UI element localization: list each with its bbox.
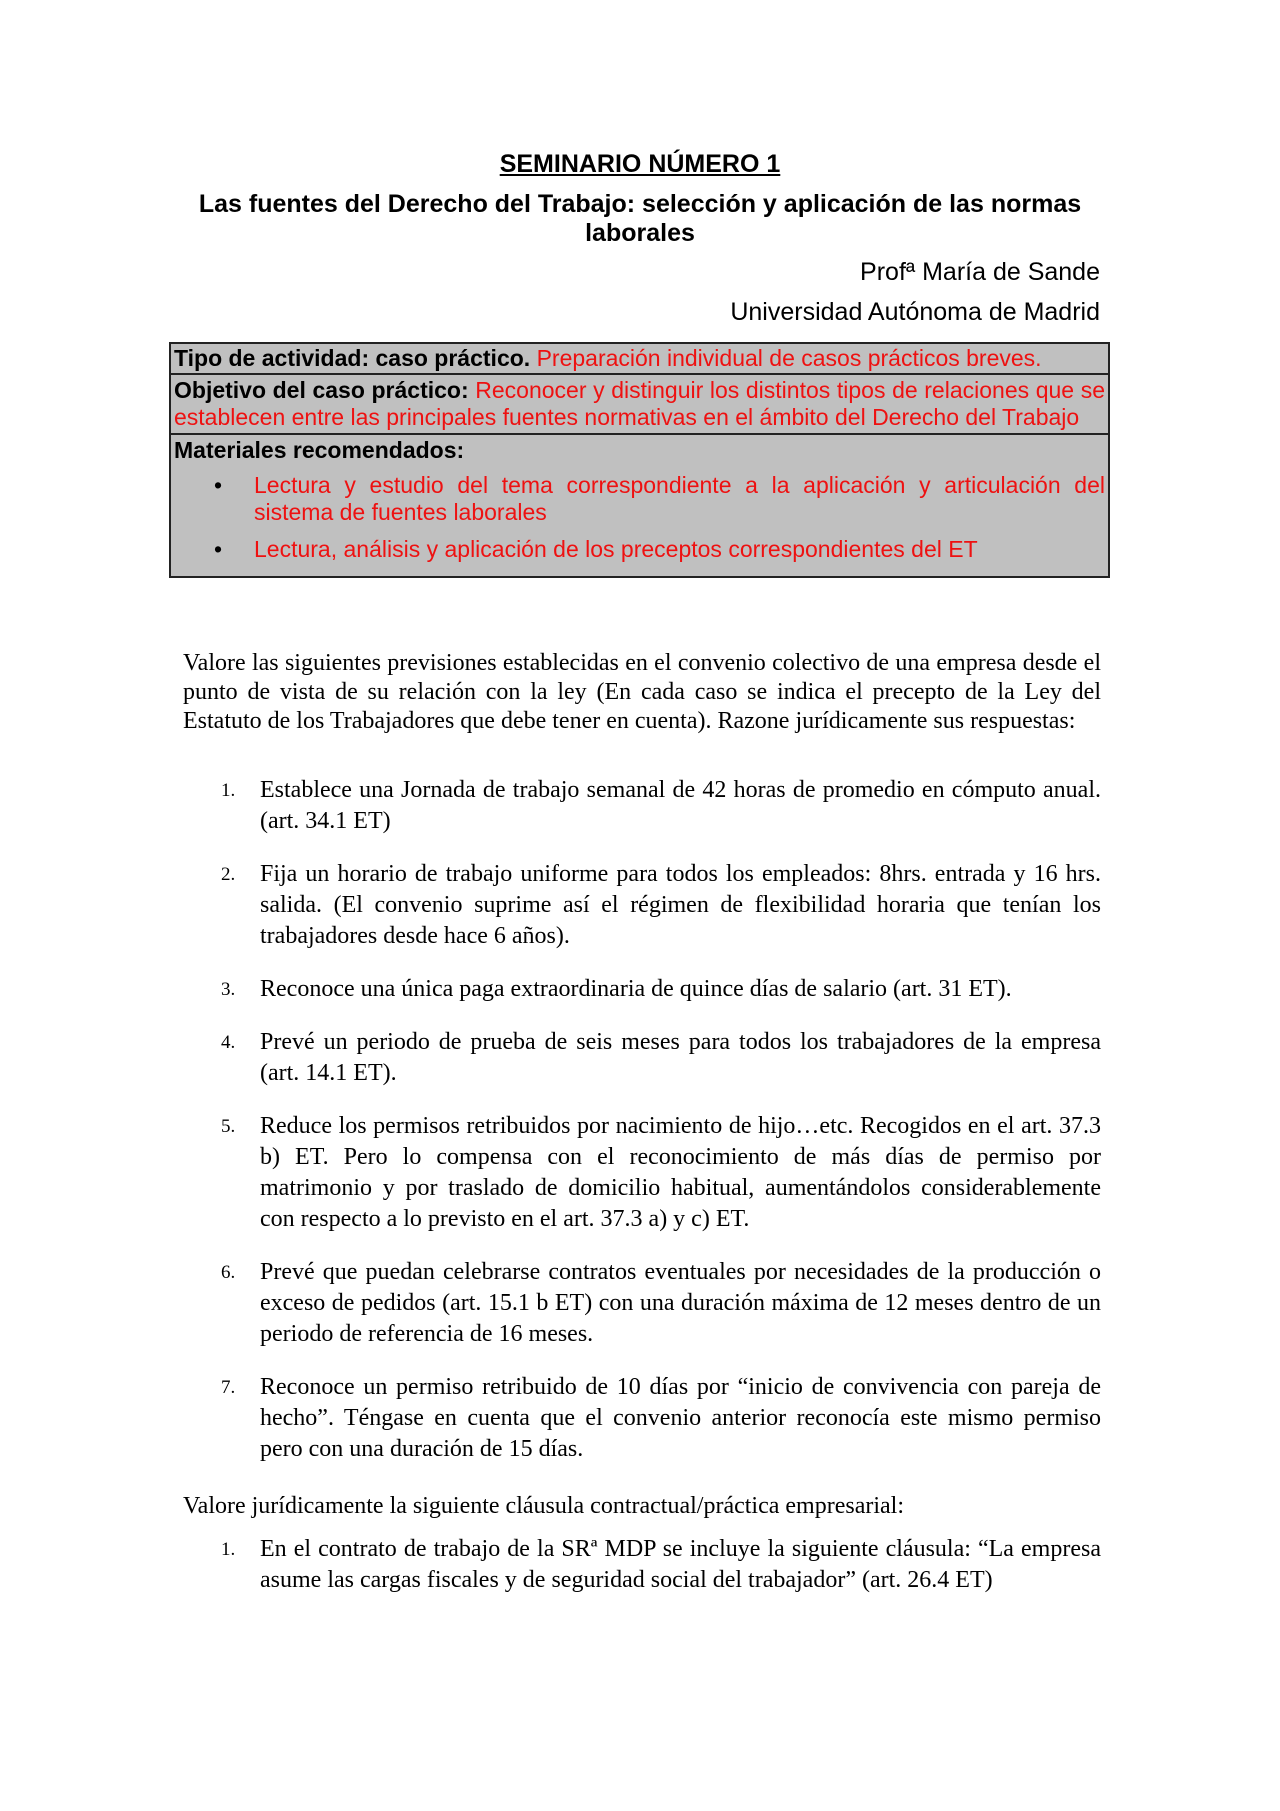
- list-item: [183, 974, 1101, 1005]
- item-number: 1.: [221, 1539, 236, 1560]
- item-text: Reduce los permisos retribuidos por nacimiento de hijo…etc. Recogidos en el art. 37.3 b) ET. Pero lo compensa con el reconocimiento de más días de permiso por matrimonio y por traslado de domicilio habitual, aumentándolos considerablemente con respecto a lo previsto en el art. 37.3 a) y c) ET.: [260, 1113, 1101, 1232]
- activity-type-label: Tipo de actividad: caso práctico.: [174, 345, 531, 371]
- list-item: [183, 1534, 1101, 1596]
- bullet-icon: •: [214, 536, 223, 562]
- section2-intro: Valore jurídicamente la siguiente cláusula contractual/práctica empresarial:: [183, 1493, 904, 1519]
- item-number: 1.: [221, 780, 236, 801]
- list-item: [183, 1257, 1101, 1350]
- item-number: 3.: [221, 979, 236, 1000]
- section1-list: [183, 775, 1101, 1487]
- objective-row: [171, 375, 1108, 435]
- list-item: [183, 1111, 1101, 1235]
- item-number: 7.: [221, 1377, 236, 1398]
- item-text: Reconoce un permiso retribuido de 10 días por “inicio de convivencia con pareja de hecho”. Téngase en cuenta que el convenio anterior reconocía este mismo permiso pero con una duración de 15 días.: [260, 1374, 1101, 1462]
- page-subtitle: Las fuentes del Derecho del Trabajo: selección y aplicación de las normas laborales: [198, 190, 1082, 247]
- materials-list: [174, 472, 1105, 563]
- list-item: [183, 859, 1101, 952]
- item-text: Establece una Jornada de trabajo semanal de 42 horas de promedio en cómputo anual. (art. 34.1 ET): [260, 777, 1101, 834]
- item-text: Fija un horario de trabajo uniforme para todos los empleados: 8hrs. entrada y 16 hrs. salida. (El convenio suprime así el régimen de flexibilidad horaria que tenían los trabajadores desde hace 6 años).: [260, 861, 1101, 949]
- objective-label: Objetivo del caso práctico:: [174, 377, 469, 403]
- section1-intro: Valore las siguientes previsiones establecidas en el convenio colectivo de una empresa desde el punto de vista de su relación con la ley (En cada caso se indica el precepto de la Ley del Estatuto de los Trabajadores que debe tener en cuenta). Razone jurídicamente sus respuestas:: [183, 650, 1101, 734]
- page-title: SEMINARIO NÚMERO 1: [499, 150, 781, 178]
- list-item: [183, 775, 1101, 837]
- bullet-icon: •: [214, 472, 223, 498]
- item-text: Reconoce una única paga extraordinaria de quince días de salario (art. 31 ET).: [260, 976, 1012, 1002]
- activity-type-row: [171, 344, 1108, 375]
- activity-type-value: Preparación individual de casos prácticos breves.: [536, 345, 1042, 371]
- materials-label: Materiales recomendados:: [174, 437, 465, 463]
- list-item: [183, 1027, 1101, 1089]
- item-number: 6.: [221, 1262, 236, 1283]
- section2-list: [183, 1534, 1101, 1596]
- materials-row: [171, 435, 1108, 576]
- item-number: 4.: [221, 1032, 236, 1053]
- list-item: [174, 472, 1105, 526]
- author: Profª María de Sande: [860, 258, 1100, 286]
- objective-value: Reconocer y distinguir los distintos tipos de relaciones que se establecen entre las principales fuentes normativas en el ámbito del Derecho del Trabajo: [174, 377, 1106, 430]
- list-item: [174, 536, 1105, 563]
- activity-info-box: [169, 342, 1110, 578]
- university: Universidad Autónoma de Madrid: [730, 298, 1100, 326]
- material-text: Lectura, análisis y aplicación de los preceptos correspondientes del ET: [254, 536, 978, 562]
- item-number: 5.: [221, 1116, 236, 1137]
- item-number: 2.: [221, 864, 236, 885]
- item-text: En el contrato de trabajo de la SRª MDP se incluye la siguiente cláusula: “La empresa asume las cargas fiscales y de seguridad social del trabajador” (art. 26.4 ET): [260, 1536, 1101, 1593]
- material-text: Lectura y estudio del tema correspondiente a la aplicación y articulación del sistema de fuentes laborales: [254, 472, 1105, 525]
- item-text: Prevé que puedan celebrarse contratos eventuales por necesidades de la producción o exceso de pedidos (art. 15.1 b ET) con una duración máxima de 12 meses dentro de un periodo de referencia de 16 meses.: [260, 1259, 1101, 1347]
- list-item: [183, 1372, 1101, 1465]
- item-text: Prevé un periodo de prueba de seis meses para todos los trabajadores de la empresa (art. 14.1 ET).: [260, 1029, 1101, 1086]
